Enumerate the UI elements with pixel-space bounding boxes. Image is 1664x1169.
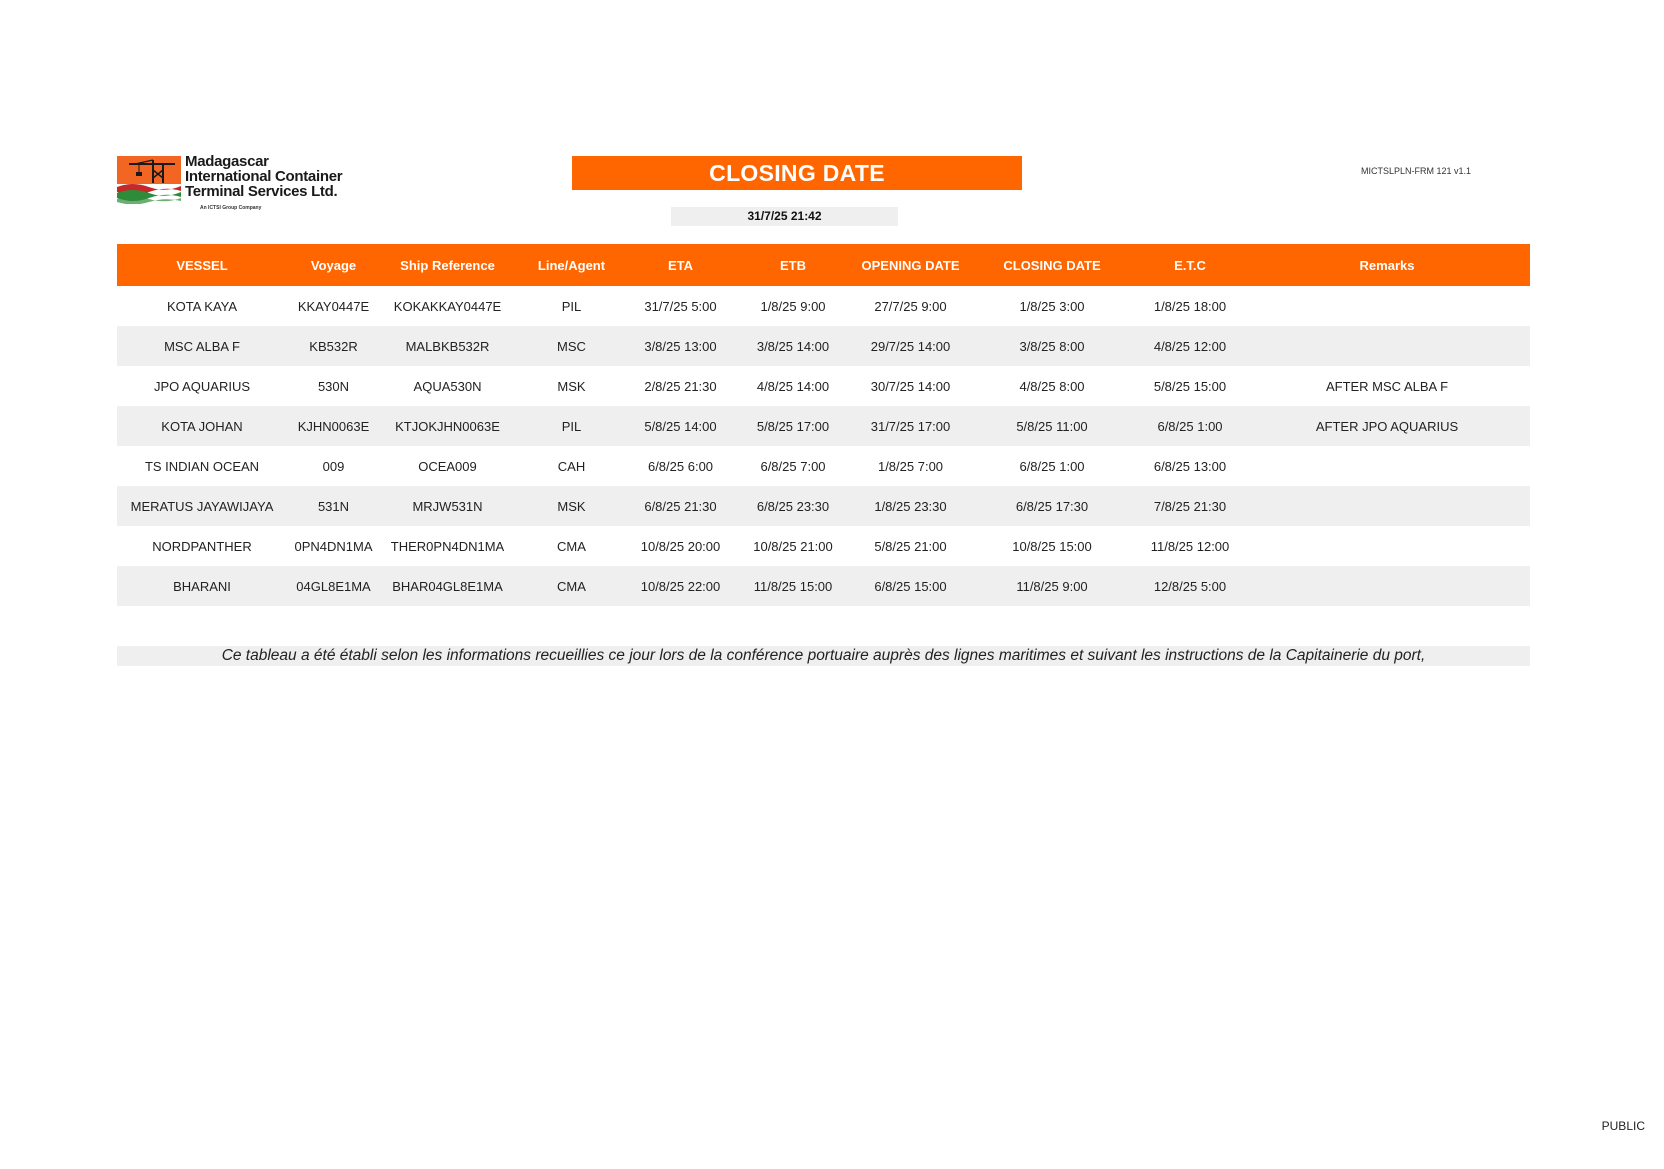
cell-eta: 3/8/25 13:00	[628, 326, 733, 366]
cell-line-agent: PIL	[515, 286, 628, 326]
cell-opening-date: 1/8/25 23:30	[853, 486, 968, 526]
table-row	[117, 486, 1530, 526]
cell-eta: 6/8/25 6:00	[628, 446, 733, 486]
cell-etb: 6/8/25 23:30	[733, 486, 853, 526]
cell-etc: 1/8/25 18:00	[1136, 286, 1244, 326]
cell-remarks: AFTER JPO AQUARIUS	[1244, 406, 1530, 446]
logo-tagline: An ICTSI Group Company	[200, 205, 262, 211]
cell-ship-reference: KOKAKKAY0447E	[380, 286, 515, 326]
cell-voyage: KB532R	[287, 326, 380, 366]
cell-voyage: 009	[287, 446, 380, 486]
cell-line-agent: CMA	[515, 566, 628, 606]
cell-etc: 6/8/25 1:00	[1136, 406, 1244, 446]
table-header-row	[117, 244, 1530, 286]
cell-eta: 2/8/25 21:30	[628, 366, 733, 406]
cell-etc: 12/8/25 5:00	[1136, 566, 1244, 606]
footnote: Ce tableau a été établi selon les informations recueillies ce jour lors de la conférence portuaire auprès des lignes maritimes et suivant les instructions de la Capitainerie du port,	[117, 646, 1530, 666]
column-header-remarks[interactable]: Remarks	[1244, 244, 1530, 286]
table-row	[117, 406, 1530, 446]
cell-line-agent: MSC	[515, 326, 628, 366]
cell-eta: 5/8/25 14:00	[628, 406, 733, 446]
cell-etb: 1/8/25 9:00	[733, 286, 853, 326]
cell-voyage: 04GL8E1MA	[287, 566, 380, 606]
column-header-etc[interactable]: E.T.C	[1136, 244, 1244, 286]
cell-line-agent: MSK	[515, 366, 628, 406]
cell-remarks	[1244, 326, 1530, 366]
cell-ship-reference: BHAR04GL8E1MA	[380, 566, 515, 606]
cell-closing-date: 4/8/25 8:00	[968, 366, 1136, 406]
cell-opening-date: 27/7/25 9:00	[853, 286, 968, 326]
cell-voyage: 530N	[287, 366, 380, 406]
cell-etc: 11/8/25 12:00	[1136, 526, 1244, 566]
cell-opening-date: 5/8/25 21:00	[853, 526, 968, 566]
cell-etc: 6/8/25 13:00	[1136, 446, 1244, 486]
crane-logo-icon	[117, 156, 181, 204]
table-row	[117, 366, 1530, 406]
cell-vessel: MERATUS JAYAWIJAYA	[117, 486, 287, 526]
cell-etc: 4/8/25 12:00	[1136, 326, 1244, 366]
cell-vessel: MSC ALBA F	[117, 326, 287, 366]
cell-vessel: NORDPANTHER	[117, 526, 287, 566]
logo-line-1: Madagascar	[185, 153, 269, 170]
column-header-opening-date[interactable]: OPENING DATE	[853, 244, 968, 286]
cell-vessel: KOTA JOHAN	[117, 406, 287, 446]
table-row	[117, 566, 1530, 606]
cell-remarks: AFTER MSC ALBA F	[1244, 366, 1530, 406]
cell-remarks	[1244, 486, 1530, 526]
column-header-eta[interactable]: ETA	[628, 244, 733, 286]
cell-ship-reference: MRJW531N	[380, 486, 515, 526]
cell-opening-date: 1/8/25 7:00	[853, 446, 968, 486]
cell-voyage: KKAY0447E	[287, 286, 380, 326]
cell-remarks	[1244, 566, 1530, 606]
cell-vessel: KOTA KAYA	[117, 286, 287, 326]
table-row	[117, 326, 1530, 366]
table-row	[117, 526, 1530, 566]
vessel-schedule-table	[117, 244, 1530, 606]
column-header-etb[interactable]: ETB	[733, 244, 853, 286]
report-date: 31/7/25 21:42	[671, 207, 898, 226]
cell-closing-date: 6/8/25 1:00	[968, 446, 1136, 486]
cell-etc: 5/8/25 15:00	[1136, 366, 1244, 406]
cell-eta: 10/8/25 22:00	[628, 566, 733, 606]
cell-opening-date: 30/7/25 14:00	[853, 366, 968, 406]
cell-etb: 6/8/25 7:00	[733, 446, 853, 486]
cell-eta: 10/8/25 20:00	[628, 526, 733, 566]
column-header-closing-date[interactable]: CLOSING DATE	[968, 244, 1136, 286]
column-header-voyage[interactable]: Voyage	[287, 244, 380, 286]
cell-ship-reference: KTJOKJHN0063E	[380, 406, 515, 446]
page-title: CLOSING DATE	[572, 156, 1022, 190]
cell-line-agent: CMA	[515, 526, 628, 566]
cell-etc: 7/8/25 21:30	[1136, 486, 1244, 526]
cell-opening-date: 31/7/25 17:00	[853, 406, 968, 446]
cell-closing-date: 3/8/25 8:00	[968, 326, 1136, 366]
cell-eta: 31/7/25 5:00	[628, 286, 733, 326]
cell-remarks	[1244, 446, 1530, 486]
company-logo	[117, 154, 357, 212]
column-header-ship-reference[interactable]: Ship Reference	[380, 244, 515, 286]
cell-closing-date: 5/8/25 11:00	[968, 406, 1136, 446]
column-header-line-agent[interactable]: Line/Agent	[515, 244, 628, 286]
table-row	[117, 286, 1530, 326]
cell-opening-date: 6/8/25 15:00	[853, 566, 968, 606]
cell-eta: 6/8/25 21:30	[628, 486, 733, 526]
cell-ship-reference: OCEA009	[380, 446, 515, 486]
cell-etb: 5/8/25 17:00	[733, 406, 853, 446]
cell-remarks	[1244, 286, 1530, 326]
cell-closing-date: 6/8/25 17:30	[968, 486, 1136, 526]
logo-line-2: International Container	[185, 168, 343, 185]
cell-closing-date: 11/8/25 9:00	[968, 566, 1136, 606]
form-reference: MICTSLPLN-FRM 121 v1.1	[1360, 166, 1472, 176]
cell-etb: 3/8/25 14:00	[733, 326, 853, 366]
logo-company-name	[185, 154, 342, 199]
cell-voyage: KJHN0063E	[287, 406, 380, 446]
table-row	[117, 446, 1530, 486]
cell-voyage: 0PN4DN1MA	[287, 526, 380, 566]
cell-line-agent: MSK	[515, 486, 628, 526]
cell-voyage: 531N	[287, 486, 380, 526]
cell-ship-reference: THER0PN4DN1MA	[380, 526, 515, 566]
cell-closing-date: 1/8/25 3:00	[968, 286, 1136, 326]
cell-etb: 10/8/25 21:00	[733, 526, 853, 566]
cell-line-agent: PIL	[515, 406, 628, 446]
cell-opening-date: 29/7/25 14:00	[853, 326, 968, 366]
cell-remarks	[1244, 526, 1530, 566]
cell-vessel: TS INDIAN OCEAN	[117, 446, 287, 486]
cell-ship-reference: MALBKB532R	[380, 326, 515, 366]
cell-vessel: BHARANI	[117, 566, 287, 606]
cell-etb: 11/8/25 15:00	[733, 566, 853, 606]
cell-ship-reference: AQUA530N	[380, 366, 515, 406]
classification-label: PUBLIC	[1601, 1119, 1645, 1133]
cell-line-agent: CAH	[515, 446, 628, 486]
cell-etb: 4/8/25 14:00	[733, 366, 853, 406]
cell-closing-date: 10/8/25 15:00	[968, 526, 1136, 566]
logo-line-3: Terminal Services Ltd.	[185, 183, 338, 200]
cell-vessel: JPO AQUARIUS	[117, 366, 287, 406]
column-header-vessel[interactable]: VESSEL	[117, 244, 287, 286]
